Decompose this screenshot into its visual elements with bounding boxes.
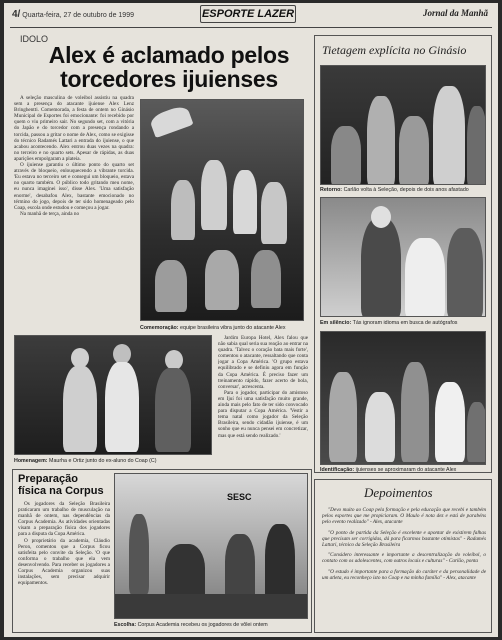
caption-label: Escolha: [114,622,137,628]
sesc-sign: SESC [227,492,252,502]
page-header [4,3,498,29]
homage-photo [14,335,212,455]
caption-text: Corpus Academia recebeu os jogadores de vôlei ontem [137,622,268,628]
section-logo: ESPORTE LAZER [200,5,296,23]
caption-label: Em silêncio: [320,320,352,326]
header-rule [10,27,492,28]
caption-label: Identificação: [320,467,355,473]
testimonial-item: "Devo muito ao Coap pela formação e pela educação que recebi e também pelos esportes que me propiciaram. O Maulo é nota dez e está de parabéns pelo evento realizado" - Alex, atacante [322,507,486,526]
page-number: 4/ [12,9,21,20]
sidebar-photo-3 [320,331,486,465]
caption-text: Maurha e Ortiz junto do ex-aluno do Coap (C) [49,458,157,464]
caption-text: ijuienses se aproximaram do atacante Alex [355,467,457,473]
sidebar-title: Tietagem explícita no Ginásio [322,43,467,57]
page-date [12,9,134,20]
date-text: Quarta-feira, 27 de outubro de 1999 [22,12,134,19]
testimonials-title: Depoimentos [364,485,433,500]
caption-label: Comemoração: [140,325,179,331]
corpus-text [18,501,110,629]
paragraph: Os jogadores da Seleção Brasileira praticaram um trabalho de musculação na manhã de ontem, nas dependências da Corpus Academia. As atividades orientadas visam a preparação física dos jogadores para a disputa da Copa América. [18,501,110,538]
corpus-title: Preparação física na Corpus [18,473,104,497]
homage-caption [14,458,212,464]
caption-label: Homenagem: [14,458,48,464]
paragraph: Para o jogador, participar do amistoso em Ijuí foi uma satisfação muito grande, ainda mais pelo fato de ter sido convocado para disputar a Copa América. 'Vestir a tema natal como jogador da Seleção Brasileira, sendo cidadão ijuiense, é um sonho que eu nunca pensei em concretizar, mas que está sendo realizado.' [218,389,308,439]
paragraph: O ijuiense garantiu o último ponto do quarto set através de bloqueio, enlouquecendo a vibrante torcida. 'Eu estava no terceiro set e consegui um bloqueio, estava no quarto também. O público todo gritando meu nome, eu nunca imaginei isso', disse Alex. 'Uma satisfação enorme', desabafou Alex, bastante emocionado no término do jogo, depois de ter sido homenageado pelo Coap, escola onde estudou e começou a jogar. [14,162,134,211]
testimonial-item: "O estudo é importante para a formação do caráter e da personalidade de um atleta, eu reconheço isto no Coap e na minha família" - Alex, atacante [322,568,486,581]
testimonials-list [322,507,486,629]
article-column-2 [218,335,308,465]
article-headline: Alex é aclamado pelos torcedores ijuienses [48,42,290,92]
corpus-photo [114,473,308,619]
celebration-photo [140,99,304,321]
newspaper-page [4,3,498,637]
caption-text: Carlão volta à Seleção, depois de dois anos afastado [343,187,469,193]
caption-text: Tás ignoram idioma em busca de autógrafos [352,320,458,326]
sidebar-caption-1 [320,187,488,193]
paragraph: A seleção masculina de voleibol assistiu na quadra sem a presença do atacante ijuiense Alex Lenz Bringhentti. Comemorada, a festa de ontem no Ginásio Municipal de Esportes foi emocionante: foi recebido por quem o viu primeiro sair. No segundo set, com a vitória do Japão e do torcedor com a presença rondando a torcida, passou a gritar o nome de Alex, como se exigisse do técnico Radamés Lattari a entrada do ijuiense, o que acabou acontecendo. Alex entrou duas vezes na quadra: no terceiro e no quarto sets. Apesar de rápidas, as duas aparições empolgaram a plateia. [14,95,134,162]
sidebar-photo-1 [320,65,486,185]
caption-label: Retorno: [320,187,343,193]
sidebar-caption-2 [320,320,488,326]
caption-text: equipe brasileira vibra junto do atacante Alex [180,325,286,331]
paragraph: O proprietário da academia, Cláudio Peron, comentou que a Corpus ficou satisfeita pelo convite da Seleção. 'O que conforma o trabalho que ela vem desenvolvendo. Para receber os jogadores a Corpus Academia organizou suas instalações, sem precisar adquirir equipamentos. [18,537,110,587]
testimonial-item: "O ponto de partida da Seleção é excelente e apontar de existirem falhas que precisam ser corrigidas, dá para ficarmos bastante otimistas" - Radamés Lattari, técnico da Seleção Brasileira [322,529,486,549]
testimonial-item: "Considero interessante e importante a descentralização do voleibol, o contato com os adolescentes, com outros locais e culturas" - Carlão, ponta [322,552,486,565]
article-kicker: IDOLO [20,34,49,44]
paragraph: Na manhã de terça, ainda no [20,210,80,217]
paragraph: Jardim Europa Hotel, Alex falou que não sabia qual seria sua reação ao entrar na quadra. 'Talvez o coração bata mais forte', comentou o atacante, ressaltando que conta jogar a Copa América. 'O grupo estava equilibrado e se definiu agora em função da Copa América. É preciso fazer um treinamento rápido, fazer acerto de bola, conversar', acrescenta. [218,335,308,390]
sidebar-photo-2 [320,197,486,317]
celebration-caption [140,325,310,331]
article-column-1 [14,95,134,331]
corpus-caption [114,622,310,628]
sidebar-caption-3 [320,467,488,473]
paper-name: Jornal da Manhã [422,8,488,18]
